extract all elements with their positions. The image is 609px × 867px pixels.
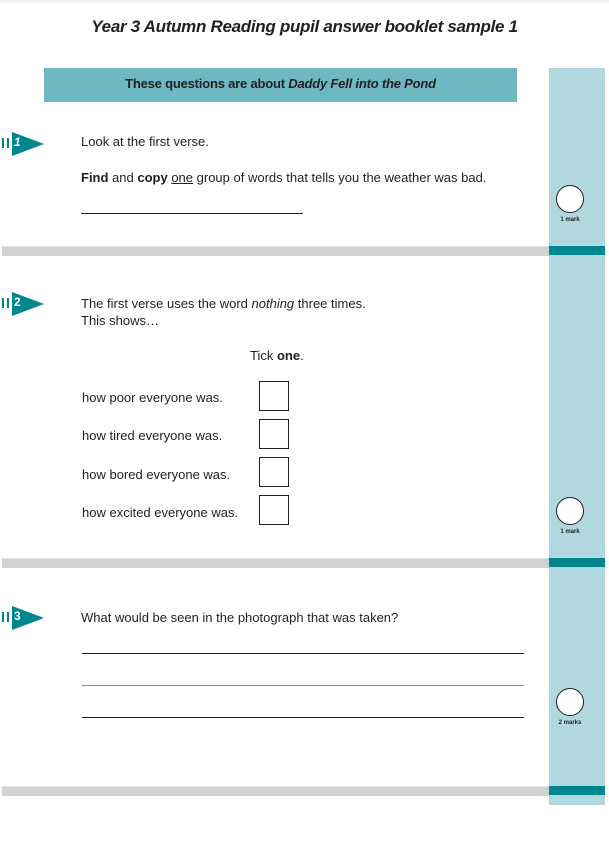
question-number: 1 — [14, 135, 21, 149]
q1-answer-line[interactable] — [81, 213, 303, 214]
q2-tickbox-1[interactable] — [259, 381, 289, 411]
q1-find: Find — [81, 170, 109, 185]
q2-option-4: how excited everyone was. — [82, 505, 239, 520]
q1-mark-label: 1 mark — [560, 217, 580, 223]
q1-one: one — [171, 170, 194, 185]
marker-bars-icon — [2, 138, 9, 148]
q2-option-1: how poor everyone was. — [82, 390, 223, 405]
q3-mark-circle — [556, 688, 584, 716]
q2-tickbox-3[interactable] — [259, 457, 289, 487]
q1-task — [81, 170, 486, 185]
page-title: Year 3 Autumn Reading pupil answer booklet sample 1 — [91, 17, 518, 36]
q1-and: and — [108, 170, 138, 185]
marker-bars-icon — [2, 612, 9, 622]
banner-prefix: These questions are about — [125, 76, 289, 91]
q3-answer-line-2[interactable] — [82, 685, 524, 686]
q2-stem-word: nothing — [251, 296, 295, 311]
q1-copy: copy — [137, 170, 168, 185]
section-divider-teal — [549, 558, 605, 567]
q2-tick-instruction — [250, 348, 304, 363]
tick-label: Tick — [250, 348, 277, 363]
question-marker-1 — [0, 132, 50, 156]
section-divider — [2, 558, 549, 568]
marker-bars-icon — [2, 298, 9, 308]
banner-text-title: Daddy Fell into the Pond — [288, 76, 436, 91]
q3-answer-line-3[interactable] — [82, 717, 524, 718]
q3-answer-line-1[interactable] — [82, 653, 524, 654]
q2-stem-post: three times. — [294, 296, 366, 311]
q1-instruction: Look at the first verse. — [81, 134, 209, 149]
q2-mark-label: 1 mark — [560, 529, 580, 535]
q3-prompt: What would be seen in the photograph that was taken? — [81, 610, 399, 625]
q3-mark-label: 2 marks — [558, 720, 582, 726]
q2-tickbox-2[interactable] — [259, 419, 289, 449]
section-divider-teal — [549, 786, 605, 795]
q1-task-rest: group of words that tells you the weather was bad. — [193, 170, 487, 185]
q2-tickbox-4[interactable] — [259, 495, 289, 525]
tick-end: . — [300, 348, 304, 363]
section-divider — [2, 246, 549, 256]
q2-stem-line1 — [81, 296, 366, 311]
q2-stem-line2: This shows… — [81, 313, 160, 328]
question-marker-3 — [0, 606, 50, 630]
q1-mark-circle — [556, 185, 584, 213]
tick-count: one — [276, 348, 301, 363]
section-divider — [2, 786, 549, 796]
question-number: 2 — [14, 295, 21, 309]
passage-banner — [44, 68, 517, 102]
section-divider-teal — [549, 246, 605, 255]
q2-mark-circle — [556, 497, 584, 525]
question-marker-2 — [0, 292, 50, 316]
q2-stem-pre: The first verse uses the word — [81, 296, 252, 311]
question-number: 3 — [14, 609, 21, 623]
page-top-shadow — [0, 0, 609, 4]
q2-option-3: how bored everyone was. — [82, 467, 231, 482]
q2-option-2: how tired everyone was. — [82, 428, 223, 443]
